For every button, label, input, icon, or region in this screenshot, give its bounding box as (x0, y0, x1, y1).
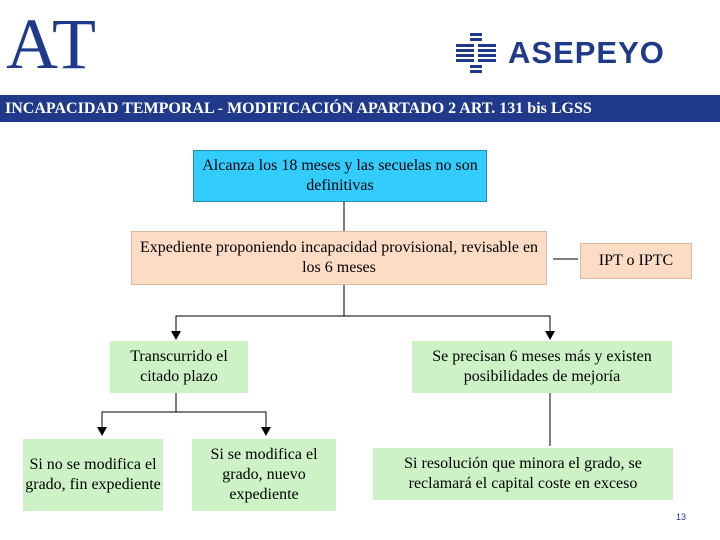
node-six-more-months: Se precisan 6 meses más y existen posibilidades de mejoría (412, 341, 672, 393)
page-number: 13 (676, 512, 687, 522)
page-title: INCAPACIDAD TEMPORAL - MODIFICACIÓN APARTADO 2 ART. 131 bis LGSS (5, 99, 592, 117)
node-change-new-file: Si se modifica el grado, nuevo expediente (192, 439, 336, 511)
arrow-to-n5 (545, 331, 555, 340)
arrow-to-n7 (261, 427, 271, 436)
node-ipt-iptc: IPT o IPTC (580, 243, 692, 279)
node-reach-18-months: Alcanza los 18 meses y las secuelas no son definitivas (193, 150, 487, 202)
connector-split-bottom (102, 412, 266, 428)
connector-split-left (176, 316, 550, 332)
node-provisional-file: Expediente proponiendo incapacidad provisional, revisable en los 6 meses (131, 231, 547, 285)
node-no-change-end: Si no se modifica el grado, fin expediente (23, 439, 163, 511)
node-period-elapsed: Transcurrido el citado plazo (110, 341, 248, 393)
arrow-to-n6 (97, 427, 107, 436)
node-reduce-grade-reclaim: Si resolución que minora el grado, se reclamará el capital coste en exceso (373, 448, 673, 500)
brand-name: ASEPEYO (508, 35, 665, 70)
section-code-logo: AT (6, 4, 98, 84)
arrow-to-n4 (171, 331, 181, 340)
